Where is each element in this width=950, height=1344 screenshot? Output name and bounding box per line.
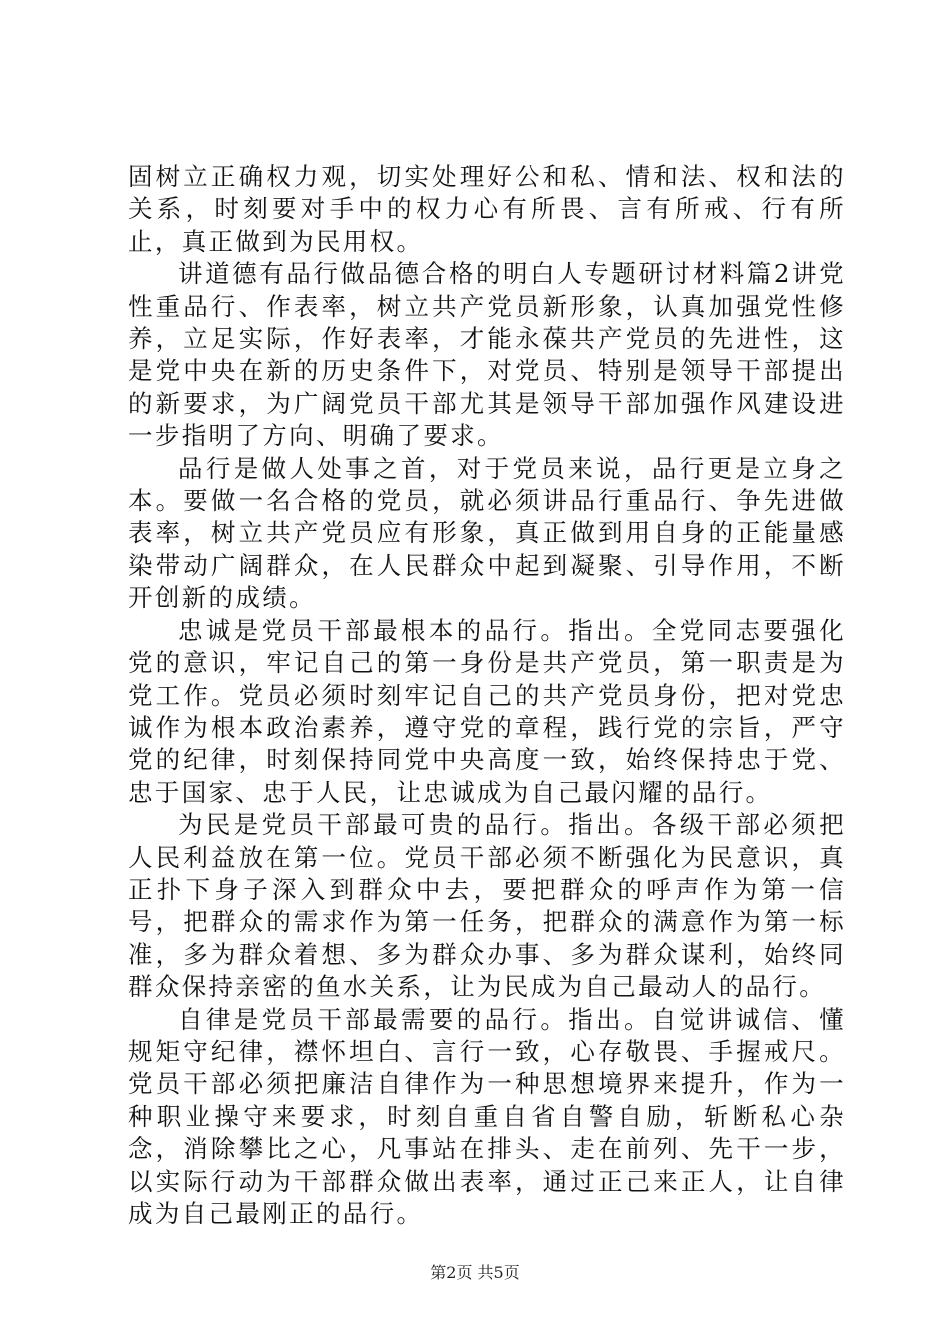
page-number-footer: 第2页 共5页 <box>430 1263 520 1282</box>
paragraph: 为民是党员干部最可贵的品行。指出。各级干部必须把人民利益放在第一位。党员干部必须不断强化为民意识，真正扑下身子深入到群众中去，要把群众的呼声作为第一信号，把群众的需求作为第一任务，把群众的满意作为第一标准，多为群众着想、多为群众办事、多为群众谋利，始终同群众保持亲密的鱼水关系，让为民成为自己最动人的品行。 <box>128 810 846 1002</box>
paragraph: 讲道德有品行做品德合格的明白人专题研讨材料篇2讲党性重品行、作表率，树立共产党员新形象，认真加强党性修养，立足实际，作好表率，才能永葆共产党员的先进性，这是党中央在新的历史条件下，对党员、特别是领导干部提出的新要求，为广阔党员干部尤其是领导干部加强作风建设进一步指明了方向、明确了要求。 <box>128 259 846 451</box>
paragraph: 自律是党员干部最需要的品行。指出。自觉讲诚信、懂规矩守纪律，襟怀坦白、言行一致，心存敬畏、手握戒尺。党员干部必须把廉洁自律作为一种思想境界来提升，作为一种职业操守来要求，时刻自重自省自警自励，斩断私心杂念，消除攀比之心，凡事站在排头、走在前列、先干一步，以实际行动为干部群众做出表率，通过正己来正人，让自律成为自己最刚正的品行。 <box>128 1004 846 1228</box>
paragraph: 品行是做人处事之首，对于党员来说，品行更是立身之本。要做一名合格的党员，就必须讲品行重品行、争先进做表率，树立共产党员应有形象，真正做到用自身的正能量感染带动广阔群众，在人民群众中起到凝聚、引导作用，不断开创新的成绩。 <box>128 453 846 613</box>
paragraph: 忠诚是党员干部最根本的品行。指出。全党同志要强化党的意识，牢记自己的第一身份是共产党员，第一职责是为党工作。党员必须时刻牢记自己的共产党员身份，把对党忠诚作为根本政治素养，遵守党的章程，践行党的宗旨，严守党的纪律，时刻保持同党中央高度一致，始终保持忠于党、忠于国家、忠于人民，让忠诚成为自己最闪耀的品行。 <box>128 615 846 807</box>
paragraph-continuation: 固树立正确权力观，切实处理好公和私、情和法、权和法的关系，时刻要对手中的权力心有所畏、言有所戒、行有所止，真正做到为民用权。 <box>128 162 846 256</box>
document-body <box>128 161 846 1230</box>
